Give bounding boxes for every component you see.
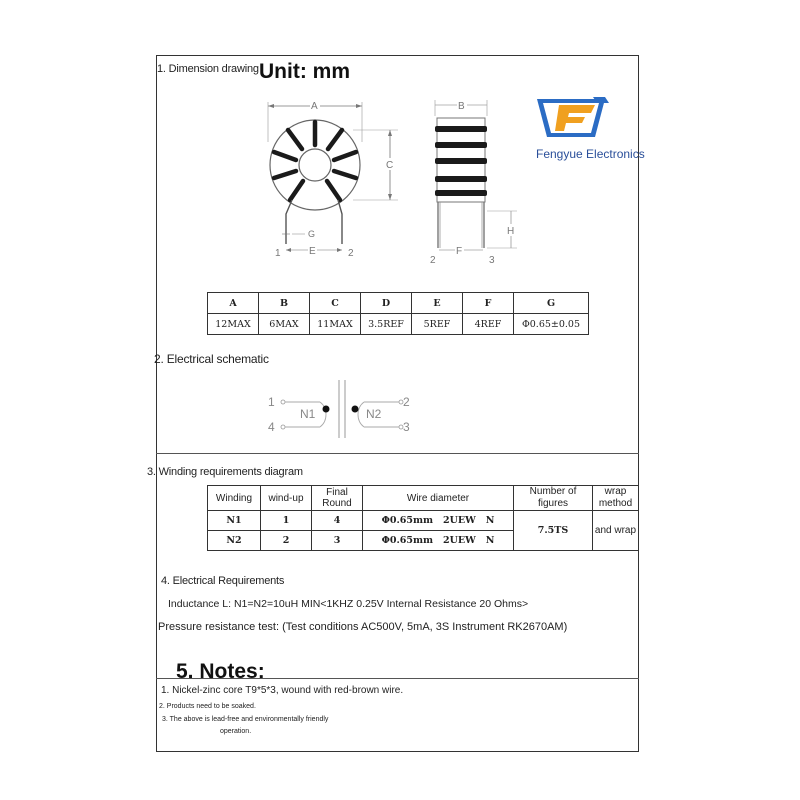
dimension-table [207, 292, 589, 335]
schematic-pin-1: 1 [268, 395, 275, 409]
header-wrap-line1: wrap [604, 486, 627, 497]
coil-label-n1: N1 [300, 407, 316, 421]
unit-label: Unit: mm [259, 60, 350, 83]
dim-label-e: E [309, 246, 316, 257]
table-header-cell: E [412, 293, 463, 314]
company-logo [535, 95, 615, 141]
table-cell: 3.5REF [361, 314, 412, 335]
table-header-cell: wind-up [261, 486, 312, 511]
table-header-row [208, 486, 639, 511]
pin-label-1: 1 [275, 248, 281, 259]
toroid-side-view [425, 96, 525, 268]
note-item: 3. The above is lead-free and environmentally friendly [162, 716, 329, 723]
table-row [208, 511, 639, 531]
company-name: Fengyue Electronics [536, 147, 645, 161]
table-cell: N1 [208, 511, 261, 531]
table-header-cell: D [361, 293, 412, 314]
table-cell-turns: 7.5TS [514, 511, 593, 551]
table-header-cell: F [463, 293, 514, 314]
table-header-cell: A [208, 293, 259, 314]
table-cell: Φ0.65mm 2UEW N [363, 511, 514, 531]
table-cell: 11MAX [310, 314, 361, 335]
section-title-requirements: 4. Electrical Requirements [161, 575, 285, 587]
table-cell: Φ0.65±0.05 [514, 314, 589, 335]
table-cell: 4 [312, 511, 363, 531]
pin-label-2: 2 [348, 248, 354, 259]
section-title-schematic: 2. Electrical schematic [154, 352, 269, 366]
dim-label-h: H [507, 226, 515, 237]
table-row [208, 314, 589, 335]
table-header-cell: G [514, 293, 589, 314]
table-cell: Φ0.65mm 2UEW N [363, 531, 514, 551]
table-header-row [208, 293, 589, 314]
pin-label-2b: 2 [430, 255, 436, 266]
table-cell: 2 [261, 531, 312, 551]
schematic-pin-2: 2 [403, 395, 410, 409]
electrical-schematic [262, 378, 422, 440]
inductance-requirement: Inductance L: N1=N2=10uH MIN<1KHZ 0.25V Internal Resistance 20 Ohms> [168, 598, 529, 610]
table-header-cell: Wire diameter [363, 486, 514, 511]
toroid-front-view [258, 92, 418, 267]
dim-label-b: B [458, 101, 465, 112]
pressure-test-requirement: Pressure resistance test: (Test conditions AC500V, 5mA, 3S Instrument RK2670AM) [158, 621, 568, 633]
table-cell: 1 [261, 511, 312, 531]
dim-label-c: C [386, 160, 394, 171]
note-item: 2. Products need to be soaked. [159, 703, 256, 710]
section-divider [156, 453, 639, 454]
table-header-cell [593, 486, 639, 511]
table-header-cell: Winding [208, 486, 261, 511]
header-figures-line2: figures [537, 498, 568, 509]
table-cell: 3 [312, 531, 363, 551]
note-item: operation. [220, 728, 252, 735]
coil-label-n2: N2 [366, 407, 382, 421]
table-cell: 5REF [412, 314, 463, 335]
schematic-pin-3: 3 [403, 420, 410, 434]
table-cell: 6MAX [259, 314, 310, 335]
header-wrap-line2: method [598, 498, 633, 509]
table-header-cell: Final Round [312, 486, 363, 511]
note-item: 1. Nickel-zinc core T9*5*3, wound with red-brown wire. [161, 685, 404, 696]
table-header-cell [514, 486, 593, 511]
table-header-cell: C [310, 293, 361, 314]
table-cell: 12MAX [208, 314, 259, 335]
table-cell: N2 [208, 531, 261, 551]
notes-title: 5. Notes: [176, 660, 265, 683]
dim-label-g: G [308, 229, 316, 239]
table-header-cell: B [259, 293, 310, 314]
schematic-pin-4: 4 [268, 420, 275, 434]
pin-label-3: 3 [489, 255, 495, 266]
dim-label-f: F [456, 246, 463, 257]
section-title-winding: 3. Winding requirements diagram [147, 466, 303, 478]
header-figures-line1: Number of [529, 486, 577, 497]
dim-label-a: A [311, 101, 318, 112]
winding-table [207, 485, 639, 551]
table-cell-wrap: and wrap [593, 511, 639, 551]
table-cell: 4REF [463, 314, 514, 335]
section-title-dimension: 1. Dimension drawing [157, 63, 259, 75]
